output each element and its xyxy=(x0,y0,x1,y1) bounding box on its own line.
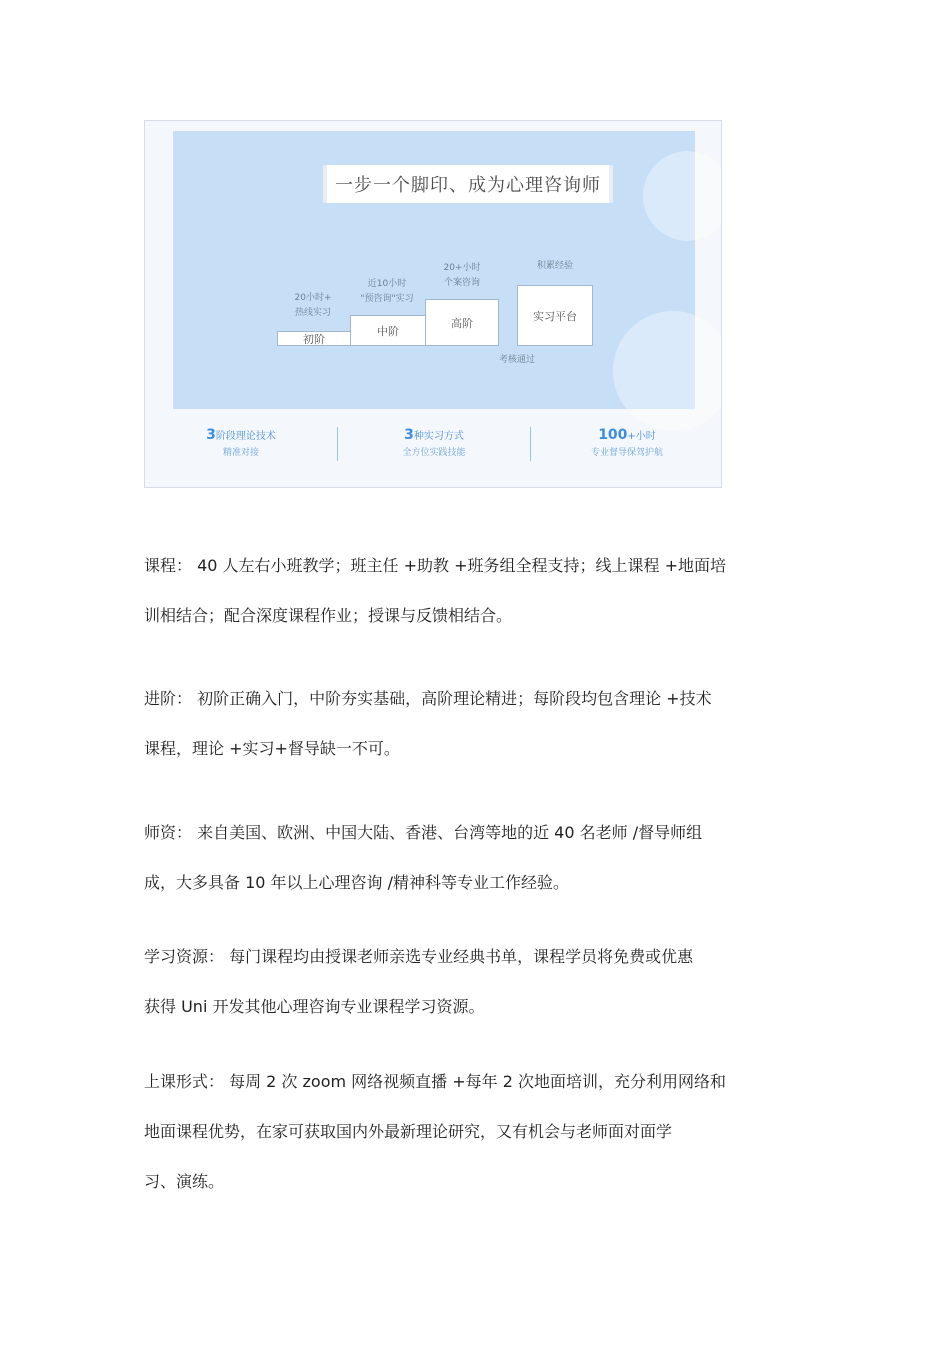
paragraph-course-line-2: 训相结合；配合深度课程作业；授课与反馈相结合。 xyxy=(144,606,513,625)
banner-title: 一步一个脚印、成为心理咨询师 xyxy=(323,165,613,203)
stat-label: +小时 xyxy=(627,430,656,442)
step-advanced: 高阶 xyxy=(425,299,499,346)
step-caption: 20+小时 个案咨询 xyxy=(443,263,481,288)
banner-stats xyxy=(145,416,722,472)
stat-item xyxy=(145,427,337,462)
banner-background xyxy=(173,131,695,409)
decor-bubble xyxy=(613,311,722,431)
step-beginner: 初阶 xyxy=(277,331,351,346)
paragraph-resources-line-2: 获得 Uni 开发其他心理咨询专业课程学习资源。 xyxy=(144,997,485,1016)
stat-item xyxy=(338,427,530,462)
stat-label: 阶段理论技术 xyxy=(215,430,276,442)
paragraph-format-line-3: 习、演练。 xyxy=(144,1172,225,1191)
step-intermediate: 中阶 xyxy=(350,315,426,346)
paragraph-course-line-1: 课程： 40 人左右小班教学；班主任 +助教 +班务组全程支持；线上课程 +地面培 xyxy=(144,556,727,575)
stat-number: 3 xyxy=(404,426,414,443)
step-caption: 积累经验 xyxy=(536,261,573,271)
exam-note: 考核通过 xyxy=(498,355,535,365)
paragraph-resources-line-1: 学习资源： 每门课程均由授课老师亲选专业经典书单，课程学员将免费或优惠 xyxy=(144,947,694,966)
stat-label: 种实习方式 xyxy=(413,430,464,442)
step-internship-platform: 实习平台 xyxy=(517,285,593,346)
paragraph-faculty-line-2: 成，大多具备 10 年以上心理咨询 /精神科等专业工作经验。 xyxy=(144,873,570,892)
paragraph-levels-line-1: 进阶： 初阶正确入门，中阶夯实基础，高阶理论精进；每阶段均包含理论 +技术 xyxy=(144,689,712,708)
decor-bubble xyxy=(643,151,722,241)
stat-sublabel: 精准对接 xyxy=(222,447,259,458)
stat-number: 100 xyxy=(598,426,628,443)
stat-item xyxy=(531,427,722,462)
step-caption: 近10小时 "预咨询"实习 xyxy=(360,279,414,304)
paragraph-format-line-1: 上课形式： 每周 2 次 zoom 网络视频直播 +每年 2 次地面培训，充分利用网络和 xyxy=(144,1072,727,1091)
stat-number: 3 xyxy=(206,426,216,443)
paragraph-levels-line-2: 课程，理论 +实习+督导缺一不可。 xyxy=(144,739,400,758)
stat-sublabel: 全方位实践技能 xyxy=(402,447,466,458)
step-caption: 20小时+ 热线实习 xyxy=(294,293,332,318)
paragraph-faculty-line-1: 师资： 来自美国、欧洲、中国大陆、香港、台湾等地的近 40 名老师 /督导师组 xyxy=(144,823,703,842)
stat-sublabel: 专业督导保驾护航 xyxy=(590,447,663,458)
paragraph-format-line-2: 地面课程优势，在家可获取国内外最新理论研究，又有机会与老师面对面学 xyxy=(144,1122,673,1141)
promo-banner-image xyxy=(144,120,722,488)
